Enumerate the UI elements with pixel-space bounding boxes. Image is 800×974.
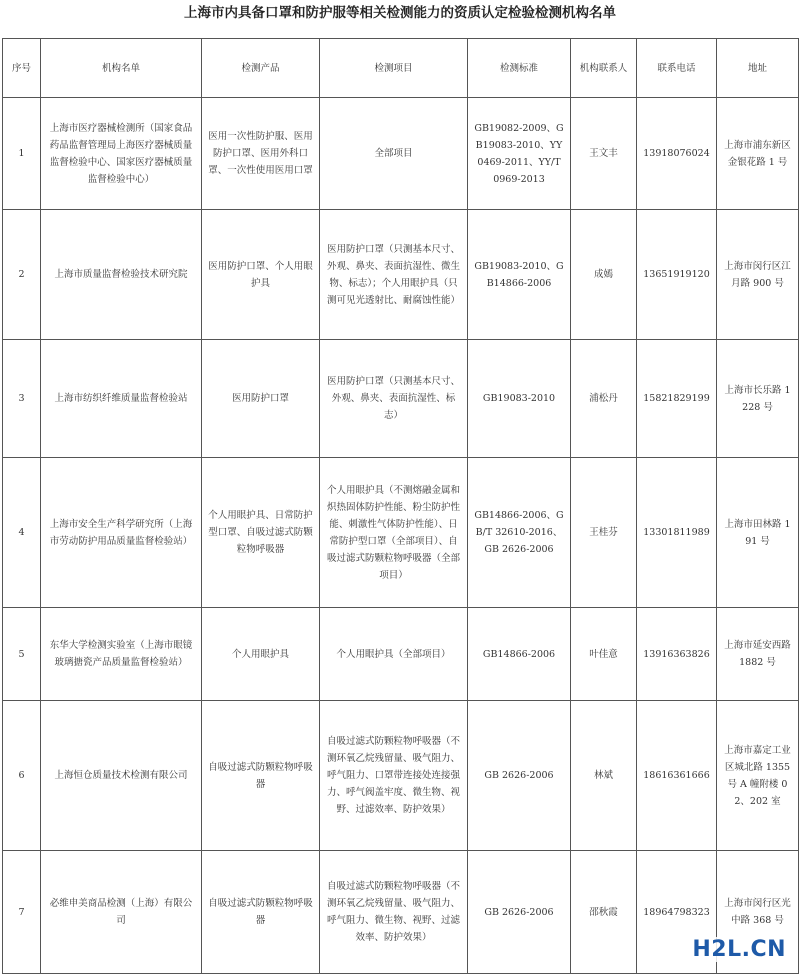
cell-product: 医用防护口罩、个人用眼护具 xyxy=(202,210,320,340)
cell-org: 上海市质量监督检验技术研究院 xyxy=(41,210,202,340)
table-row xyxy=(3,458,799,608)
cell-address: 上海市闵行区江月路 900 号 xyxy=(717,210,799,340)
cell-items: 个人用眼护具（不测熔融金属和炽热固体防护性能、粉尘防护性能、刺激性气体防护性能）、日常防护型口罩（全部项目）、自吸过滤式防颗粒物呼吸器（全部项目） xyxy=(320,458,468,608)
cell-address: 上海市田林路 191 号 xyxy=(717,458,799,608)
cell-no: 7 xyxy=(3,851,41,974)
col-header-org: 机构名单 xyxy=(41,39,202,98)
page-title: 上海市内具备口罩和防护服等相关检测能力的资质认定检验检测机构名单 xyxy=(184,5,616,21)
header-row xyxy=(3,39,799,98)
cell-standard: GB 2626-2006 xyxy=(468,851,571,974)
cell-contact: 成嫣 xyxy=(571,210,637,340)
col-header-items: 检测项目 xyxy=(320,39,468,98)
col-header-contact: 机构联系人 xyxy=(571,39,637,98)
site-watermark: H2L.CN xyxy=(688,937,790,962)
cell-org: 上海市安全生产科学研究所（上海市劳动防护用品质量监督检验站） xyxy=(41,458,202,608)
cell-no: 4 xyxy=(3,458,41,608)
col-header-address: 地址 xyxy=(717,39,799,98)
cell-standard: GB 2626-2006 xyxy=(468,701,571,851)
col-header-phone: 联系电话 xyxy=(637,39,717,98)
cell-org: 上海市医疗器械检测所（国家食品药品监督管理局上海医疗器械质量监督检验中心、国家医疗器械质量监督检验中心） xyxy=(41,98,202,210)
cell-phone: 18964798323 xyxy=(637,851,717,974)
cell-items: 个人用眼护具（全部项目） xyxy=(320,608,468,701)
cell-product: 自吸过滤式防颗粒物呼吸器 xyxy=(202,851,320,974)
table-row xyxy=(3,608,799,701)
cell-phone: 13301811989 xyxy=(637,458,717,608)
institutions-table xyxy=(2,38,799,974)
cell-no: 5 xyxy=(3,608,41,701)
cell-phone: 18616361666 xyxy=(637,701,717,851)
cell-standard: GB14866-2006、GB/T 32610-2016、GB 2626-2006 xyxy=(468,458,571,608)
cell-org: 必维申美商品检测（上海）有限公司 xyxy=(41,851,202,974)
cell-no: 1 xyxy=(3,98,41,210)
cell-org: 东华大学检测实验室（上海市眼镜玻璃搪瓷产品质量监督检验站） xyxy=(41,608,202,701)
cell-items: 医用防护口罩（只测基本尺寸、外观、鼻夹、表面抗湿性、标志） xyxy=(320,340,468,458)
cell-standard: GB19083-2010、GB14866-2006 xyxy=(468,210,571,340)
cell-org: 上海恒仓质量技术检测有限公司 xyxy=(41,701,202,851)
cell-contact: 王文丰 xyxy=(571,98,637,210)
cell-contact: 林斌 xyxy=(571,701,637,851)
cell-phone: 13918076024 xyxy=(637,98,717,210)
cell-contact: 叶佳意 xyxy=(571,608,637,701)
cell-org: 上海市纺织纤维质量监督检验站 xyxy=(41,340,202,458)
table-row xyxy=(3,98,799,210)
cell-items: 自吸过滤式防颗粒物呼吸器（不测环氧乙烷残留量、吸气阻力、呼气阻力、口罩带连接处连接强力、呼气阀盖牢度、微生物、视野、过滤效率、防护效果） xyxy=(320,701,468,851)
cell-items: 全部项目 xyxy=(320,98,468,210)
cell-standard: GB19083-2010 xyxy=(468,340,571,458)
cell-phone: 13916363826 xyxy=(637,608,717,701)
col-header-standard: 检测标准 xyxy=(468,39,571,98)
cell-address: 上海市浦东新区金银花路 1 号 xyxy=(717,98,799,210)
col-header-product: 检测产品 xyxy=(202,39,320,98)
cell-contact: 浦松丹 xyxy=(571,340,637,458)
cell-no: 3 xyxy=(3,340,41,458)
table-row xyxy=(3,340,799,458)
cell-standard: GB19082-2009、GB19083-2010、YY0469-2011、YY/T 0969-2013 xyxy=(468,98,571,210)
cell-standard: GB14866-2006 xyxy=(468,608,571,701)
cell-phone: 13651919120 xyxy=(637,210,717,340)
cell-product: 个人用眼护具、日常防护型口罩、自吸过滤式防颗粒物呼吸器 xyxy=(202,458,320,608)
table-row xyxy=(3,851,799,974)
table-row xyxy=(3,701,799,851)
cell-address: 上海市长乐路 1228 号 xyxy=(717,340,799,458)
cell-no: 2 xyxy=(3,210,41,340)
cell-contact: 王桂芬 xyxy=(571,458,637,608)
cell-product: 个人用眼护具 xyxy=(202,608,320,701)
cell-contact: 邵秋霞 xyxy=(571,851,637,974)
cell-address: 上海市嘉定工业区城北路 1355 号 A 幢附楼 02、202 室 xyxy=(717,701,799,851)
cell-product: 自吸过滤式防颗粒物呼吸器 xyxy=(202,701,320,851)
cell-address: 上海市延安西路 1882 号 xyxy=(717,608,799,701)
col-header-no: 序号 xyxy=(3,39,41,98)
cell-product: 医用一次性防护服、医用防护口罩、医用外科口罩、一次性使用医用口罩 xyxy=(202,98,320,210)
cell-address: 上海市闵行区光中路 368 号 xyxy=(717,851,799,974)
table-row xyxy=(3,210,799,340)
cell-no: 6 xyxy=(3,701,41,851)
cell-phone: 15821829199 xyxy=(637,340,717,458)
cell-items: 自吸过滤式防颗粒物呼吸器（不测环氧乙烷残留量、吸气阻力、呼气阻力、微生物、视野、过滤效率、防护效果） xyxy=(320,851,468,974)
cell-items: 医用防护口罩（只测基本尺寸、外观、鼻夹、表面抗湿性、微生物、标志）；个人用眼护具（只测可见光透射比、耐腐蚀性能） xyxy=(320,210,468,340)
cell-product: 医用防护口罩 xyxy=(202,340,320,458)
